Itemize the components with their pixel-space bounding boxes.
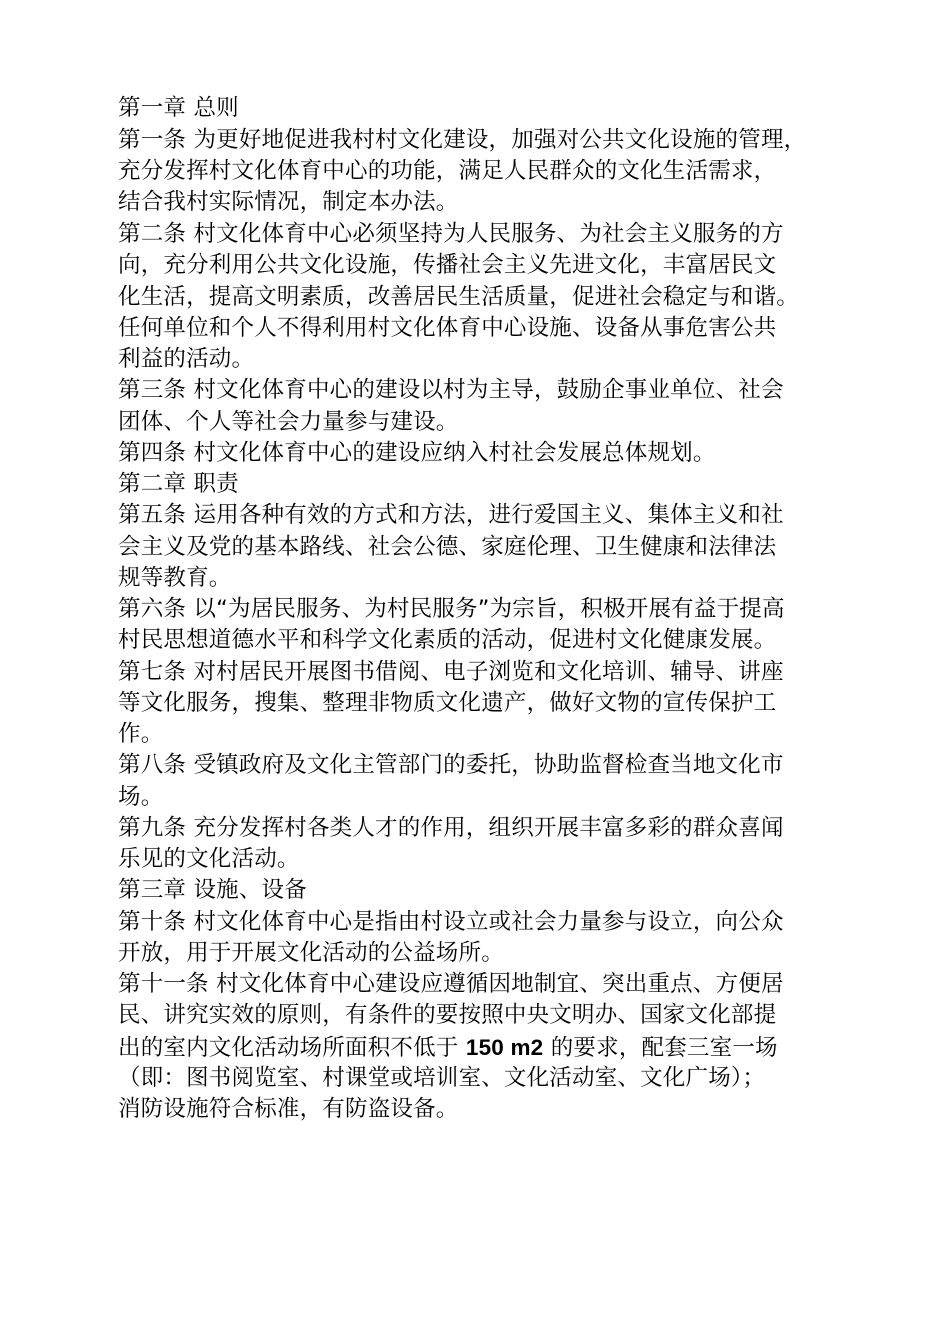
article-line: 场。	[118, 784, 164, 810]
area-text-after: 的要求，配套三室一场	[543, 1035, 778, 1061]
article-line: 第七条 对村居民开展图书借阅、电子浏览和文化培训、辅导、讲座	[118, 659, 784, 685]
article-line: 第六条 以“为居民服务、为村民服务”为宗旨，积极开展有益于提高	[118, 596, 785, 622]
chapter-heading: 第二章 职责	[118, 471, 239, 497]
area-text-before: 出的室内文化活动场所面积不低于	[118, 1035, 466, 1061]
article-line: 第十条 村文化体育中心是指由村设立或社会力量参与设立，向公众	[118, 909, 784, 935]
article-line: 村民思想道德水平和科学文化素质的活动，促进村文化健康发展。	[118, 627, 777, 653]
chapter-heading: 第一章 总则	[118, 95, 239, 121]
article-line: 利益的活动。	[118, 346, 255, 372]
article-line: 第一条 为更好地促进我村村文化建设，加强对公共文化设施的管理，	[118, 127, 807, 153]
article-line	[118, 1032, 778, 1064]
article-line: 结合我村实际情况，制定本办法。	[118, 189, 459, 215]
area-number: 150 m2	[465, 1035, 544, 1060]
article-line: 等文化服务，搜集、整理非物质文化遗产，做好文物的宣传保护工	[118, 690, 777, 716]
article-line: 开放，用于开展文化活动的公益场所。	[118, 940, 504, 966]
article-line: 乐见的文化活动。	[118, 846, 300, 872]
article-line: 第九条 充分发挥村各类人才的作用，组织开展丰富多彩的群众喜闻	[118, 815, 784, 841]
article-line: 第二条 村文化体育中心必须坚持为人民服务、为社会主义服务的方	[118, 221, 784, 247]
article-line: 民、讲究实效的原则，有条件的要按照中央文明办、国家文化部提	[118, 1002, 777, 1028]
article-line: （即：图书阅览室、村课堂或培训室、文化活动室、文化广场）；	[118, 1065, 766, 1091]
article-line: 团体、个人等社会力量参与建设。	[118, 409, 459, 435]
article-line: 消防设施符合标准，有防盗设备。	[118, 1096, 459, 1122]
article-line: 第八条 受镇政府及文化主管部门的委托，协助监督检查当地文化市	[118, 752, 784, 778]
article-line: 任何单位和个人不得利用村文化体育中心设施、设备从事危害公共	[118, 315, 777, 341]
article-line: 作。	[118, 721, 164, 747]
article-line: 第五条 运用各种有效的方式和方法，进行爱国主义、集体主义和社	[118, 502, 784, 528]
article-line: 充分发挥村文化体育中心的功能，满足人民群众的文化生活需求，	[118, 158, 777, 184]
article-line: 向，充分利用公共文化设施，传播社会主义先进文化，丰富居民文	[118, 252, 777, 278]
chapter-heading: 第三章 设施、设备	[118, 877, 307, 903]
article-line: 第三条 村文化体育中心的建设以村为主导，鼓励企事业单位、社会	[118, 377, 784, 403]
article-line: 会主义及党的基本路线、社会公德、家庭伦理、卫生健康和法律法	[118, 534, 777, 560]
article-line: 第四条 村文化体育中心的建设应纳入村社会发展总体规划。	[118, 440, 716, 466]
article-line: 规等教育。	[118, 565, 232, 591]
article-line: 第十一条 村文化体育中心建设应遵循因地制宜、突出重点、方便居	[118, 971, 784, 997]
article-line: 化生活，提高文明素质，改善居民生活质量，促进社会稳定与和谐。	[118, 284, 800, 310]
